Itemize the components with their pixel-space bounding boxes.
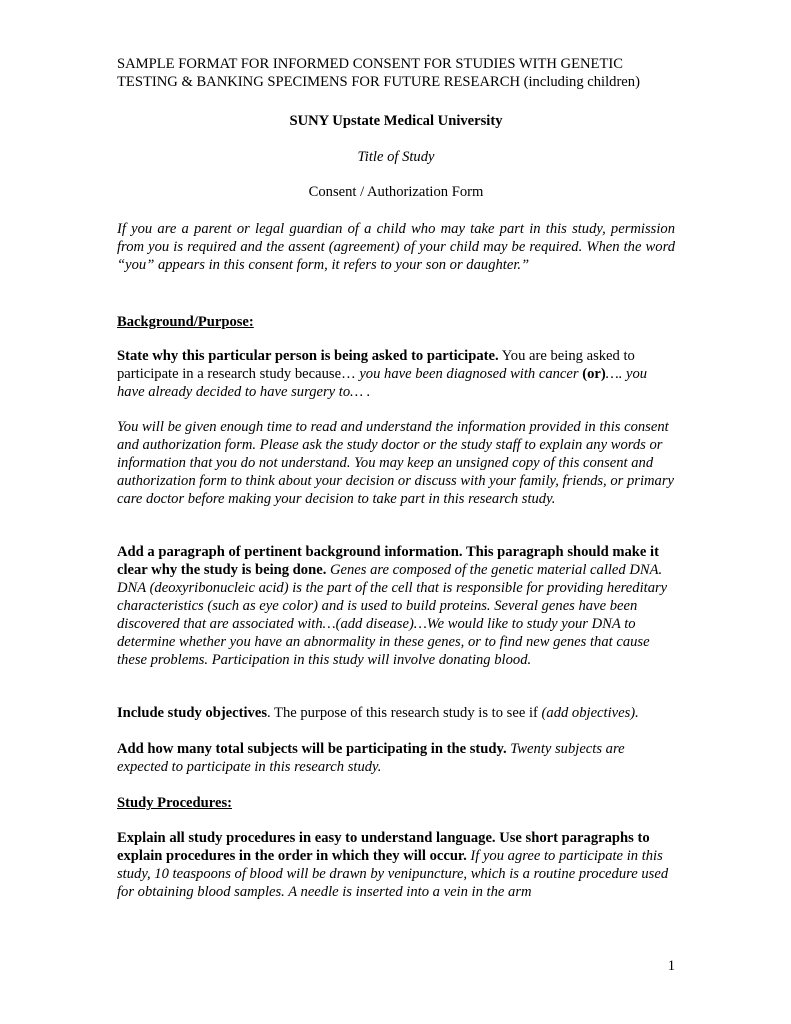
instruction-text: Add a paragraph of pertinent background information. This paragraph should make it clear why the study is being done.	[117, 544, 659, 578]
example-text: …. you have already decided to have surgery to… .	[117, 366, 648, 400]
body-text: . The purpose of this research study is to see if	[267, 705, 542, 721]
example-text: If you agree to participate in this study, 10 teaspoons of blood will be drawn by venipuncture, which is a routine procedure used for obtaining blood samples. A needle is inserted into a vein in the arm	[117, 848, 669, 900]
header-line-1: SAMPLE FORMAT FOR INFORMED CONSENT FOR STUDIES WITH GENETIC	[117, 56, 623, 72]
form-title: Consent / Authorization Form	[308, 184, 484, 200]
background-paragraph-5	[117, 740, 675, 776]
body-text: You are being asked to participate in a research study because…	[117, 348, 635, 382]
instruction-text: Explain all study procedures in easy to understand language. Use short paragraphs to explain procedures in the order in which they will occur.	[117, 830, 650, 864]
instruction-text: Include study objectives	[117, 705, 267, 721]
example-text: you have been diagnosed with cancer	[359, 366, 583, 382]
or-text: (or)	[582, 366, 606, 382]
study-title: Title of Study	[357, 149, 435, 165]
procedures-heading: Study Procedures:	[117, 795, 232, 811]
instruction-text: Add how many total subjects will be participating in the study.	[117, 741, 507, 757]
institution-name: SUNY Upstate Medical University	[289, 113, 503, 129]
instruction-text: State why this particular person is being asked to participate.	[117, 348, 499, 364]
background-paragraph-4	[117, 704, 675, 722]
background-paragraph-2: You will be given enough time to read and understand the information provided in this consent and authorization form. Please ask the study doctor or the study staff to explain any words or information that you do not understand. You may keep an unsigned copy of this consent and authorization form to think about your decision or discuss with your family, friends, or primary care doctor before making your decision to take part in this research study.	[117, 419, 674, 507]
example-text: Genes are composed of the genetic material called DNA. DNA (deoxyribonucleic acid) is the part of the cell that is responsible for providing hereditary characteristics (such as eye color) and is used to build proteins. Several genes have been discovered that are associated with…(add disease)…We would like to study your DNA to determine whether you have an abnormality in these genes, or to find new genes that cause these problems. Participation in this study will involve donating blood.	[117, 562, 668, 668]
document-header	[117, 55, 675, 91]
procedures-paragraph-1	[117, 829, 675, 901]
background-paragraph-1	[117, 347, 675, 401]
background-paragraph-3	[117, 543, 675, 669]
guardian-note: If you are a parent or legal guardian of a child who may take part in this study, permission from you is required and the assent (agreement) of your child may be required. When the word “you” appears in this consent form, it refers to your son or daughter.”	[117, 221, 675, 273]
background-heading: Background/Purpose:	[117, 314, 254, 330]
header-line-2: TESTING & BANKING SPECIMENS FOR FUTURE RESEARCH (including children)	[117, 74, 640, 90]
page-number: 1	[667, 958, 675, 974]
example-text: Twenty subjects are expected to participate in this research study.	[117, 741, 625, 775]
example-text: (add objectives).	[541, 705, 639, 721]
